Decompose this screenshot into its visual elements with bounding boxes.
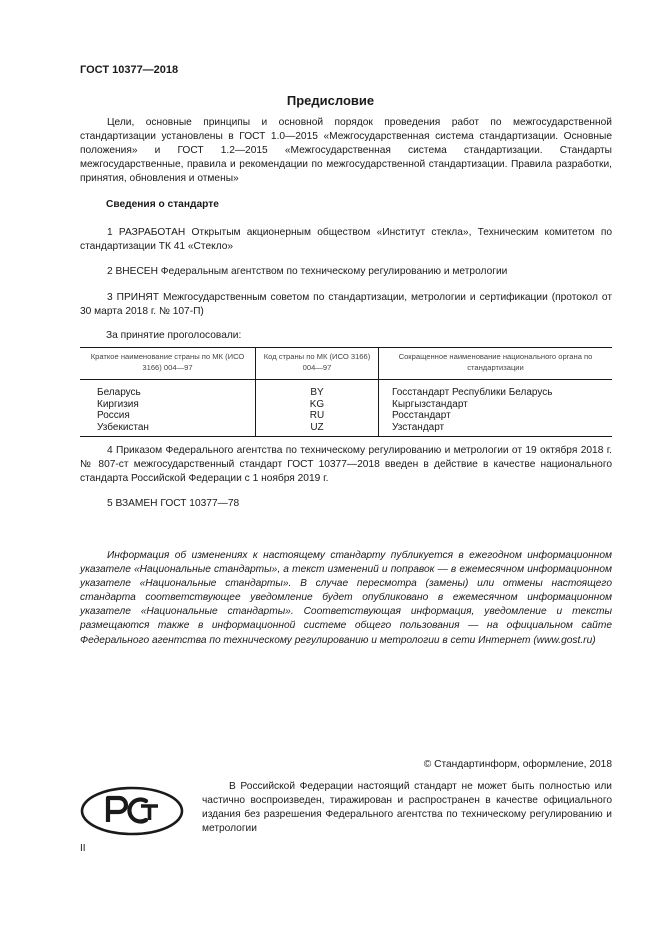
standard-info-heading: Сведения о стандарте: [106, 199, 219, 210]
column-header-code: Код страны по МК (ИСО 3166) 004—97: [256, 348, 379, 380]
voted-label: За принятие проголосовали:: [106, 330, 242, 341]
page-title: Предисловие: [286, 93, 375, 108]
column-header-country: Краткое наименование страны по МК (ИСО 3166) 004—97: [80, 348, 256, 380]
cell-country: Киргизия: [80, 399, 256, 411]
cell-body: Кыргызстандарт: [392, 398, 468, 410]
table-row: [80, 410, 612, 422]
pct-certification-logo-icon: [80, 786, 184, 836]
cell-body: Госстандарт Республики Беларусь: [392, 387, 553, 398]
cell-country: Беларусь: [80, 380, 256, 399]
cell-code: BY: [256, 380, 379, 399]
copyright-line: © Стандартинформ, оформление, 2018: [423, 759, 612, 770]
item-replaces: 5 ВЗАМЕН ГОСТ 10377—78: [107, 498, 240, 509]
cell-code: KG: [256, 399, 379, 411]
table-header-row: [80, 348, 612, 380]
item-enacted: 4 Приказом Федерального агентства по техническому регулированию и метрологии от 19 октября 2018 г. № 807-ст межгосударственный стандарт ГОСТ 10377—2018 введен в действие в качестве национального стандарта Российской Федерации с 1 ноября 2019 г.: [80, 445, 612, 484]
intro-paragraph: Цели, основные принципы и основной порядок проведения работ по межгосударственной стандартизации установлены в ГОСТ 1.0—2015 «Межгосударственная система стандартизации. Основные положения» и ГОСТ 1.2—2015 «Межгосударственная система стандартизации. Стандарты межгосударственные, правила и рекомендации по межгосударственной стандартизации. Правила разработки, принятия, обновления и отмены»: [80, 117, 612, 184]
cell-country: Узбекистан: [80, 422, 256, 437]
reproduction-notice: В Российской Федерации настоящий стандарт не может быть полностью или частично воспроизведен, тиражирован и распространен в качестве официального издания без разрешения Федерального агентства по техническому регулированию и метрологии: [202, 781, 612, 834]
cell-body: Узстандарт: [379, 422, 613, 437]
changes-notice: Информация об изменениях к настоящему стандарту публикуется в ежегодном информационном указателе «Национальные стандарты», а текст изменений и поправок — в ежемесячном информационном указателе «Национальные стандарты». В случае пересмотра (замены) или отмены настоящего стандарта соответствующее уведомление будет опубликовано в ежемесячном информационном указателе «Национальные стандарты». Соответствующая информация, уведомление и тексты размещаются также в информационной системе общего пользования — на официальном сайте Федерального агентства по техническому регулированию и метрологии в сети Интернет (www.gost.ru): [80, 550, 612, 646]
column-header-body: Сокращенное наименование национального органа по стандартизации: [379, 348, 613, 380]
item-developed: 1 РАЗРАБОТАН Открытым акционерным обществом «Институт стекла», Техническим комитетом по стандартизации ТК 41 «Стекло»: [80, 227, 612, 252]
voting-table: [80, 347, 612, 437]
cell-body: Росстандарт: [392, 410, 451, 422]
table-row: [80, 380, 612, 399]
item-adopted: 3 ПРИНЯТ Межгосударственным советом по стандартизации, метрологии и сертификации (протокол от 30 марта 2018 г. № 107-П): [80, 292, 612, 317]
item-introduced: 2 ВНЕСЕН Федеральным агентством по техническому регулированию и метрологии: [107, 266, 508, 277]
cell-country: Россия: [80, 410, 256, 422]
cell-code: UZ: [256, 422, 379, 437]
table-row: [80, 399, 612, 411]
page-number: II: [80, 843, 86, 854]
table-row: [80, 422, 612, 437]
document-id-header: ГОСТ 10377—2018: [80, 64, 179, 76]
cell-code: RU: [256, 410, 379, 422]
